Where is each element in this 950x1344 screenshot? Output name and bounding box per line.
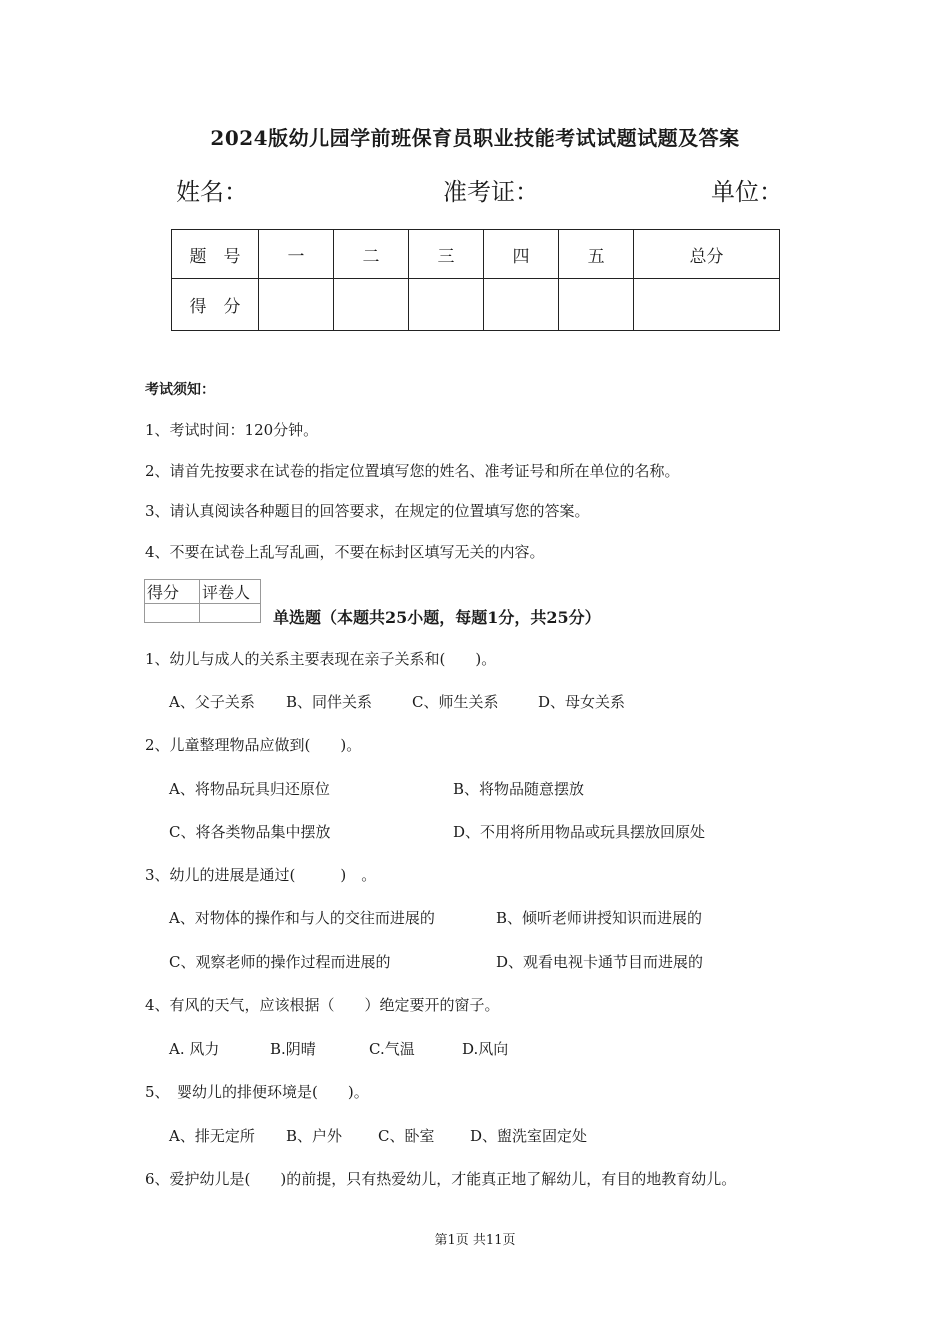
exam-id-label: 准考证： xyxy=(443,178,539,206)
name-label: 姓名： xyxy=(176,178,248,206)
option-c: C、卧室 xyxy=(378,1127,435,1145)
option-d: D、观看电视卡通节目而进展的 xyxy=(496,953,704,971)
option-a: A. 风力 xyxy=(169,1040,220,1058)
grader-score-label: 得分 xyxy=(145,580,200,604)
option-d: D.风向 xyxy=(462,1040,509,1058)
score-header-cell: 二 xyxy=(334,230,409,279)
score-row-label: 得 分 xyxy=(172,279,259,331)
document-title: 2024版幼儿园学前班保育员职业技能考试试题试题及答案 xyxy=(210,126,740,150)
score-input-cell[interactable] xyxy=(334,279,409,331)
option-c: C、观察老师的操作过程而进展的 xyxy=(169,953,391,971)
grader-table xyxy=(144,579,261,623)
score-header-cell: 题 号 xyxy=(172,230,259,279)
score-input-cell[interactable] xyxy=(559,279,634,331)
section-title: 单选题（本题共25小题，每题1分，共25分） xyxy=(273,608,601,627)
option-c: C、将各类物品集中摆放 xyxy=(169,823,331,841)
score-header-cell: 三 xyxy=(409,230,484,279)
score-header-cell: 五 xyxy=(559,230,634,279)
grader-name-cell[interactable] xyxy=(200,604,261,623)
score-input-cell[interactable] xyxy=(259,279,334,331)
option-b: B、同伴关系 xyxy=(286,693,373,711)
option-a: A、父子关系 xyxy=(169,693,255,711)
score-table-score-row xyxy=(172,279,780,331)
option-b: B.阴晴 xyxy=(270,1040,316,1058)
option-c: C、师生关系 xyxy=(412,693,499,711)
score-header-cell: 一 xyxy=(259,230,334,279)
grader-score-cell[interactable] xyxy=(145,604,200,623)
grader-name-label: 评卷人 xyxy=(200,580,261,604)
score-input-cell[interactable] xyxy=(484,279,559,331)
score-table xyxy=(171,229,780,331)
page-footer: 第1页 共11页 xyxy=(434,1233,516,1248)
question-stem: 3、幼儿的进展是通过( ) 。 xyxy=(145,866,377,884)
notice-item: 1、考试时间：120分钟。 xyxy=(145,421,319,439)
score-input-cell[interactable] xyxy=(409,279,484,331)
question-stem: 5、 婴幼儿的排便环境是( )。 xyxy=(145,1083,369,1101)
option-b: B、户外 xyxy=(286,1127,343,1145)
option-a: A、对物体的操作和与人的交往而进展的 xyxy=(169,909,435,927)
notice-item: 3、请认真阅读各种题目的回答要求，在规定的位置填写您的答案。 xyxy=(145,502,590,520)
score-header-cell: 总分 xyxy=(634,230,780,279)
score-table-header-row xyxy=(172,230,780,279)
notice-heading: 考试须知： xyxy=(145,382,215,398)
question-stem: 6、爱护幼儿是( )的前提，只有热爱幼儿，才能真正地了解幼儿，有目的地教育幼儿。 xyxy=(145,1170,737,1188)
score-input-cell[interactable] xyxy=(634,279,780,331)
question-stem: 2、儿童整理物品应做到( )。 xyxy=(145,736,362,754)
option-b: B、将物品随意摆放 xyxy=(453,780,585,798)
option-b: B、倾听老师讲授知识而进展的 xyxy=(496,909,703,927)
option-c: C.气温 xyxy=(369,1040,415,1058)
option-d: D、不用将所用物品或玩具摆放回原处 xyxy=(453,823,706,841)
question-stem: 1、幼儿与成人的关系主要表现在亲子关系和( )。 xyxy=(145,650,497,668)
unit-label: 单位： xyxy=(711,178,783,206)
option-d: D、母女关系 xyxy=(538,693,626,711)
option-a: A、排无定所 xyxy=(169,1127,255,1145)
option-d: D、盥洗室固定处 xyxy=(470,1127,588,1145)
score-header-cell: 四 xyxy=(484,230,559,279)
option-a: A、将物品玩具归还原位 xyxy=(169,780,330,798)
question-stem: 4、有风的天气，应该根据（ ）绝定要开的窗子。 xyxy=(145,996,500,1014)
notice-item: 2、请首先按要求在试卷的指定位置填写您的姓名、准考证号和所在单位的名称。 xyxy=(145,462,680,480)
notice-item: 4、不要在试卷上乱写乱画，不要在标封区填写无关的内容。 xyxy=(145,543,545,561)
